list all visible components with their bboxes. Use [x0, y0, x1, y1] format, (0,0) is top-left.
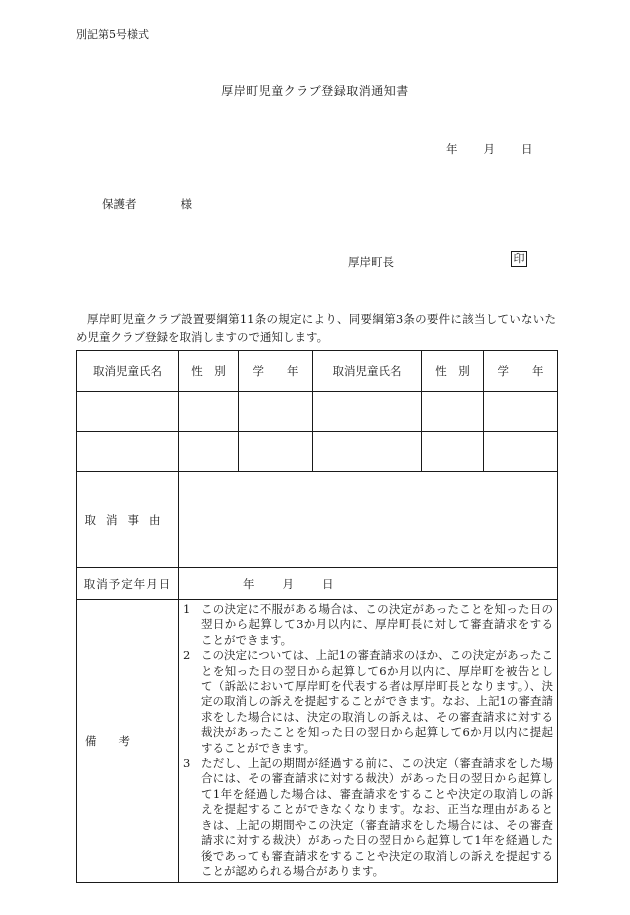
schedule-month-label: 月 [282, 576, 294, 591]
schedule-year-label: 年 [243, 576, 255, 591]
schedule-value-cell[interactable] [179, 568, 558, 600]
note-item [183, 602, 553, 648]
seal-mark: 印 [511, 251, 527, 267]
note-text: この決定に不服がある場合は、この決定があったことを知った日の翌日から起算して3か月以内に、厚岸町長に対して審査請求をすることができます。 [201, 602, 553, 647]
header-gender-2: 性 別 [422, 351, 484, 392]
notes-label-cell [77, 600, 179, 883]
grade-cell[interactable] [239, 392, 313, 432]
note-text: ただし、上記の期間が経過する前に、この決定（審査請求をした場合には、その審査請求に対する裁決）があった日の翌日から起算して1年を経過した場合は、審査請求をすることや決定の取消しの訴えを提起することができなくなります。なお、正当な理由があるときは、上記の期間やこの決定（審査請求をした場合には、その審査請求に対する裁決）があった日の翌日から起算して1年を経過した後であっても審査請求をすることや決定の取消しの訴えを提起することが認められる場合があります。 [201, 756, 553, 878]
date-month-label: 月 [483, 142, 495, 156]
child-name-cell[interactable] [77, 432, 179, 472]
note-number: 1 [183, 602, 191, 616]
child-name-cell[interactable] [313, 392, 422, 432]
note-number: 2 [183, 648, 191, 663]
table-row [77, 392, 558, 432]
notes-content [179, 600, 558, 883]
child-name-cell[interactable] [77, 392, 179, 432]
grade-cell[interactable] [239, 432, 313, 472]
header-gender-1: 性 別 [179, 351, 239, 392]
cancellation-table [76, 350, 558, 883]
child-name-cell[interactable] [313, 432, 422, 472]
form-number: 別記第5号様式 [76, 28, 149, 41]
grade-cell[interactable] [484, 432, 558, 472]
issue-date [446, 141, 533, 157]
gender-cell[interactable] [179, 432, 239, 472]
table-row [77, 432, 558, 472]
reason-row [77, 472, 558, 568]
header-grade-1: 学 年 [239, 351, 313, 392]
notes-row [77, 600, 558, 883]
note-text: この決定については、上記1の審査請求のほか、この決定があったことを知った日の翌日から起算して6か月以内に、厚岸町を被告として（訴訟において厚岸町を代表する者は厚岸町長となります。）、決定の取消しの訴えを提起することができます。なお、上記1の審査請求をした場合には、決定の取消しの訴えは、その審査請求に対する裁決があったことを知った日の翌日から起算して6か月以内に提起することができます。 [201, 648, 553, 755]
schedule-row [77, 568, 558, 600]
note-number: 3 [183, 756, 191, 771]
date-day-label: 日 [521, 142, 533, 156]
reason-value-cell[interactable] [179, 472, 558, 568]
addressee [102, 196, 192, 212]
notice-body: 厚岸町児童クラブ設置要綱第11条の規定により、同要綱第3条の要件に該当していないため児童クラブ登録を取消しますので通知します。 [76, 312, 556, 344]
reason-label: 取消事由 [84, 512, 171, 527]
sender-name: 厚岸町長 [348, 255, 394, 269]
header-child-name-2: 取消児童氏名 [313, 351, 422, 392]
date-year-label: 年 [446, 142, 458, 156]
grade-cell[interactable] [484, 392, 558, 432]
gender-cell[interactable] [422, 392, 484, 432]
schedule-label: 取消予定年月日 [77, 568, 179, 600]
header-child-name-1: 取消児童氏名 [77, 351, 179, 392]
honorific: 様 [180, 197, 192, 211]
gender-cell[interactable] [179, 392, 239, 432]
note-item [183, 756, 553, 879]
guardian-label: 保護者 [102, 197, 137, 211]
page-title: 厚岸町児童クラブ登録取消通知書 [221, 84, 409, 98]
gender-cell[interactable] [422, 432, 484, 472]
schedule-day-label: 日 [322, 576, 334, 591]
table-header-row [77, 351, 558, 392]
note-item [183, 648, 553, 756]
notes-label: 備考 [85, 734, 152, 749]
reason-label-cell [77, 472, 179, 568]
header-grade-2: 学 年 [484, 351, 558, 392]
